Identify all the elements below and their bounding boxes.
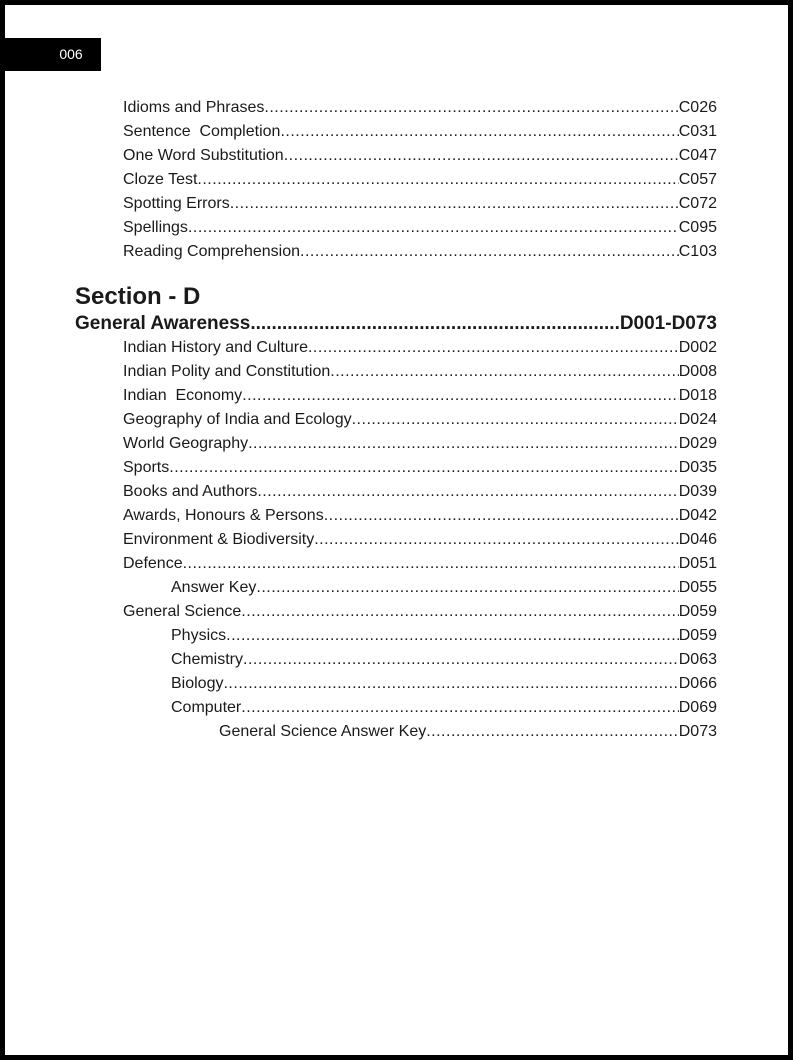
toc-entry-page: D063: [678, 651, 717, 668]
toc-entry-label: Geography of India and Ecology: [123, 411, 352, 428]
toc-entry-page: D002: [678, 339, 717, 356]
toc-entry-label: Computer: [171, 699, 242, 716]
dot-leader: [264, 96, 678, 120]
toc-subentry[interactable]: [171, 672, 717, 696]
toc-subentry[interactable]: [171, 696, 717, 720]
dot-leader: [242, 384, 679, 408]
toc-entry-page: C103: [678, 243, 717, 260]
toc-entry-label: World Geography: [123, 435, 249, 452]
toc-entry[interactable]: [123, 384, 717, 408]
toc-entry-label: General Science Answer Key: [219, 723, 427, 740]
dot-leader: [243, 648, 679, 672]
toc-entry[interactable]: [123, 528, 717, 552]
toc-entry-label: Spellings: [123, 219, 188, 236]
toc-entry-label: Spotting Errors: [123, 195, 230, 212]
toc-entry-page: D042: [678, 507, 717, 524]
toc-entry-label: One Word Substitution: [123, 147, 284, 164]
toc-entry-page: D008: [678, 363, 717, 380]
page-number-badge: [5, 38, 101, 71]
dot-leader: [308, 336, 679, 360]
toc-heading[interactable]: [75, 311, 717, 337]
toc-entry-label: Physics: [171, 627, 227, 644]
toc-entry[interactable]: [123, 456, 717, 480]
dot-leader: [300, 240, 679, 264]
toc-heading-pages: D001-D073: [619, 313, 717, 334]
toc-entry-page: D018: [678, 387, 717, 404]
toc-entry-page: D073: [678, 723, 717, 740]
toc-entry[interactable]: [123, 408, 717, 432]
toc-entry[interactable]: [123, 168, 717, 192]
toc-entry[interactable]: [123, 480, 717, 504]
toc-entry-page: D059: [678, 603, 717, 620]
dot-leader: [248, 432, 679, 456]
dot-leader: [256, 576, 678, 600]
toc-entry[interactable]: [123, 240, 717, 264]
dot-leader: [197, 168, 678, 192]
toc-subsubentry[interactable]: [219, 720, 717, 744]
toc-entry-page: C072: [678, 195, 717, 212]
toc-entry[interactable]: [123, 216, 717, 240]
dot-leader: [314, 528, 679, 552]
toc-entry-page: D039: [678, 483, 717, 500]
toc-entry-label: Idioms and Phrases: [123, 99, 265, 116]
dot-leader: [257, 480, 678, 504]
toc-entry[interactable]: [123, 96, 717, 120]
toc-entry-page: D046: [678, 531, 717, 548]
toc-entry-page: D024: [678, 411, 717, 428]
toc-entry-page: C026: [678, 99, 717, 116]
toc-entry-page: D029: [678, 435, 717, 452]
toc-entry-label: Chemistry: [171, 651, 244, 668]
toc-entry[interactable]: [123, 360, 717, 384]
page-number: 006: [59, 46, 83, 62]
toc-entry[interactable]: [123, 144, 717, 168]
toc-entry[interactable]: [123, 120, 717, 144]
toc-entry-label: Reading Comprehension: [123, 243, 300, 260]
toc-entry-label: General Science: [123, 603, 242, 620]
dot-leader: [426, 720, 679, 744]
dot-leader: [183, 552, 679, 576]
toc-entry-page: D069: [678, 699, 717, 716]
toc-entry-page: D066: [678, 675, 717, 692]
toc-entry-page: D051: [678, 555, 717, 572]
toc-entry-page: D059: [678, 627, 717, 644]
dot-leader: [284, 144, 679, 168]
toc-entry[interactable]: [123, 432, 717, 456]
toc-entry-label: Answer Key: [171, 579, 257, 596]
toc-entry-page: C095: [678, 219, 717, 236]
toc-subentry[interactable]: [171, 576, 717, 600]
toc-entry-label: Sentence Completion: [123, 123, 281, 140]
toc-entry-label: Books and Authors: [123, 483, 258, 500]
toc-subentry[interactable]: [171, 624, 717, 648]
toc-entry-label: Indian Polity and Constitution: [123, 363, 331, 380]
dot-leader: [280, 120, 678, 144]
toc-entry[interactable]: [123, 192, 717, 216]
toc-entry-label: Biology: [171, 675, 224, 692]
toc-entry[interactable]: [123, 600, 717, 624]
toc-entry-label: Sports: [123, 459, 170, 476]
toc-entry[interactable]: [123, 504, 717, 528]
dot-leader: [226, 624, 679, 648]
dot-leader: [330, 360, 679, 384]
dot-leader: [169, 456, 679, 480]
toc-entry-page: C047: [678, 147, 717, 164]
toc-heading-label: General Awareness: [75, 313, 251, 334]
toc-entry-page: C057: [678, 171, 717, 188]
dot-leader: [241, 696, 679, 720]
toc-entry-label: Awards, Honours & Persons: [123, 507, 324, 524]
dot-leader: [250, 311, 620, 337]
toc-entry-label: Indian Economy: [123, 387, 243, 404]
section-title: Section - D: [75, 283, 201, 310]
toc-entry-label: Defence: [123, 555, 183, 572]
toc-entry-label: Indian History and Culture: [123, 339, 308, 356]
toc-entry-label: Cloze Test: [123, 171, 198, 188]
toc-subentry[interactable]: [171, 648, 717, 672]
toc-entry[interactable]: [123, 336, 717, 360]
dot-leader: [230, 192, 679, 216]
dot-leader: [223, 672, 678, 696]
toc-entry[interactable]: [123, 552, 717, 576]
toc-entry-page: C031: [678, 123, 717, 140]
toc-entry-page: D035: [678, 459, 717, 476]
dot-leader: [188, 216, 679, 240]
toc-entry-page: D055: [678, 579, 717, 596]
dot-leader: [324, 504, 679, 528]
dot-leader: [241, 600, 678, 624]
dot-leader: [352, 408, 679, 432]
toc-entry-label: Environment & Biodiversity: [123, 531, 315, 548]
